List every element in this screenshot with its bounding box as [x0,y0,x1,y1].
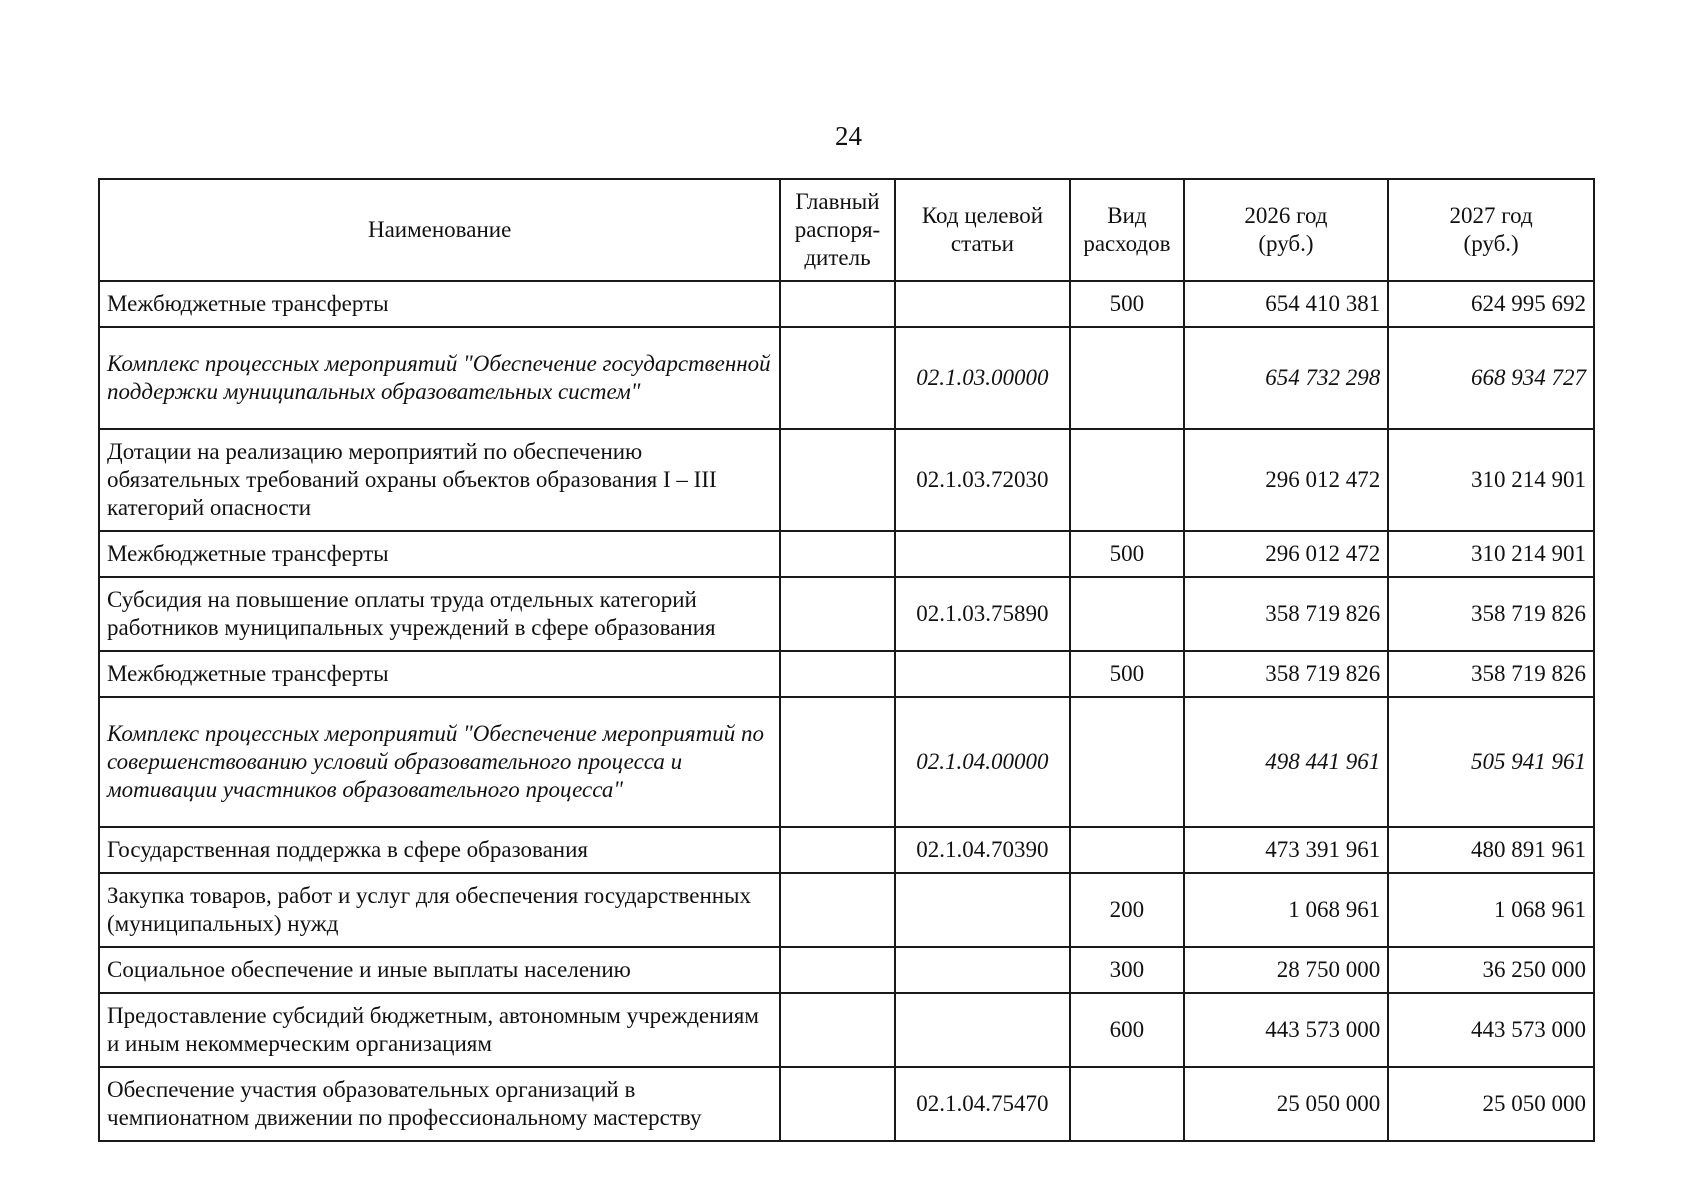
cell-name: Межбюджетные трансферты [99,651,780,697]
table-header-row [99,179,1594,281]
cell-type: 500 [1070,531,1183,577]
cell-manager [780,827,894,873]
cell-manager [780,429,894,531]
cell-type: 200 [1070,873,1183,947]
cell-name: Обеспечение участия образовательных организаций в чемпионатном движении по профессиональному мастерству [99,1067,780,1141]
cell-code [895,531,1071,577]
cell-2027: 358 719 826 [1388,651,1594,697]
cell-name: Предоставление субсидий бюджетным, автономным учреждениям и иным некоммерческим организациям [99,993,780,1067]
cell-name: Комплекс процессных мероприятий "Обеспечение государственной поддержки муниципальных образовательных систем" [99,327,780,429]
cell-code: 02.1.03.72030 [895,429,1071,531]
cell-name: Государственная поддержка в сфере образования [99,827,780,873]
header-manager: Главный распоря- дитель [780,179,894,281]
cell-type [1070,1067,1183,1141]
cell-2026: 1 068 961 [1184,873,1389,947]
cell-type: 600 [1070,993,1183,1067]
cell-2027: 443 573 000 [1388,993,1594,1067]
cell-manager [780,993,894,1067]
budget-table [98,178,1595,1142]
table-row [99,947,1594,993]
cell-code [895,993,1071,1067]
cell-2026: 473 391 961 [1184,827,1389,873]
cell-code: 02.1.03.00000 [895,327,1071,429]
cell-manager [780,947,894,993]
cell-code: 02.1.04.00000 [895,697,1071,827]
cell-code: 02.1.03.75890 [895,577,1071,651]
cell-2027: 25 050 000 [1388,1067,1594,1141]
page-number: 24 [835,121,862,151]
cell-2027: 36 250 000 [1388,947,1594,993]
cell-2027: 505 941 961 [1388,697,1594,827]
cell-name: Закупка товаров, работ и услуг для обеспечения государственных (муниципальных) нужд [99,873,780,947]
header-2026: 2026 год (руб.) [1184,179,1389,281]
cell-2027: 358 719 826 [1388,577,1594,651]
cell-manager [780,281,894,327]
cell-type [1070,827,1183,873]
table-row [99,429,1594,531]
cell-2027: 310 214 901 [1388,531,1594,577]
table-row [99,577,1594,651]
cell-type: 500 [1070,651,1183,697]
cell-manager [780,577,894,651]
cell-2026: 654 732 298 [1184,327,1389,429]
cell-2026: 25 050 000 [1184,1067,1389,1141]
cell-manager [780,697,894,827]
cell-2026: 443 573 000 [1184,993,1389,1067]
table-row [99,531,1594,577]
cell-type [1070,429,1183,531]
header-name: Наименование [99,179,780,281]
cell-code [895,651,1071,697]
cell-2027: 624 995 692 [1388,281,1594,327]
header-type: Вид расходов [1070,179,1183,281]
cell-2027: 480 891 961 [1388,827,1594,873]
cell-code: 02.1.04.70390 [895,827,1071,873]
table-row [99,281,1594,327]
cell-type [1070,697,1183,827]
table-row [99,993,1594,1067]
cell-code [895,947,1071,993]
cell-code: 02.1.04.75470 [895,1067,1071,1141]
cell-2026: 358 719 826 [1184,651,1389,697]
cell-manager [780,873,894,947]
cell-2027: 1 068 961 [1388,873,1594,947]
cell-type: 300 [1070,947,1183,993]
cell-type [1070,327,1183,429]
table-row [99,873,1594,947]
cell-manager [780,1067,894,1141]
cell-name: Субсидия на повышение оплаты труда отдельных категорий работников муниципальных учреждений в сфере образования [99,577,780,651]
header-2027: 2027 год (руб.) [1388,179,1594,281]
cell-name: Дотации на реализацию мероприятий по обеспечению обязательных требований охраны объектов образования I – III категорий опасности [99,429,780,531]
cell-2027: 668 934 727 [1388,327,1594,429]
cell-name: Межбюджетные трансферты [99,281,780,327]
table-row [99,651,1594,697]
cell-type: 500 [1070,281,1183,327]
cell-2026: 296 012 472 [1184,429,1389,531]
table-row [99,1067,1594,1141]
cell-manager [780,531,894,577]
cell-code [895,873,1071,947]
cell-2026: 358 719 826 [1184,577,1389,651]
cell-2026: 28 750 000 [1184,947,1389,993]
cell-2026: 498 441 961 [1184,697,1389,827]
cell-name: Социальное обеспечение и иные выплаты населению [99,947,780,993]
cell-name: Межбюджетные трансферты [99,531,780,577]
cell-code [895,281,1071,327]
cell-manager [780,327,894,429]
cell-type [1070,577,1183,651]
cell-name: Комплекс процессных мероприятий "Обеспечение мероприятий по совершенствованию условий образовательного процесса и мотивации участников образовательного процесса" [99,697,780,827]
header-code: Код целевой статьи [895,179,1071,281]
cell-2026: 654 410 381 [1184,281,1389,327]
cell-manager [780,651,894,697]
table-row [99,327,1594,429]
table-row [99,827,1594,873]
table-row [99,697,1594,827]
cell-2026: 296 012 472 [1184,531,1389,577]
cell-2027: 310 214 901 [1388,429,1594,531]
